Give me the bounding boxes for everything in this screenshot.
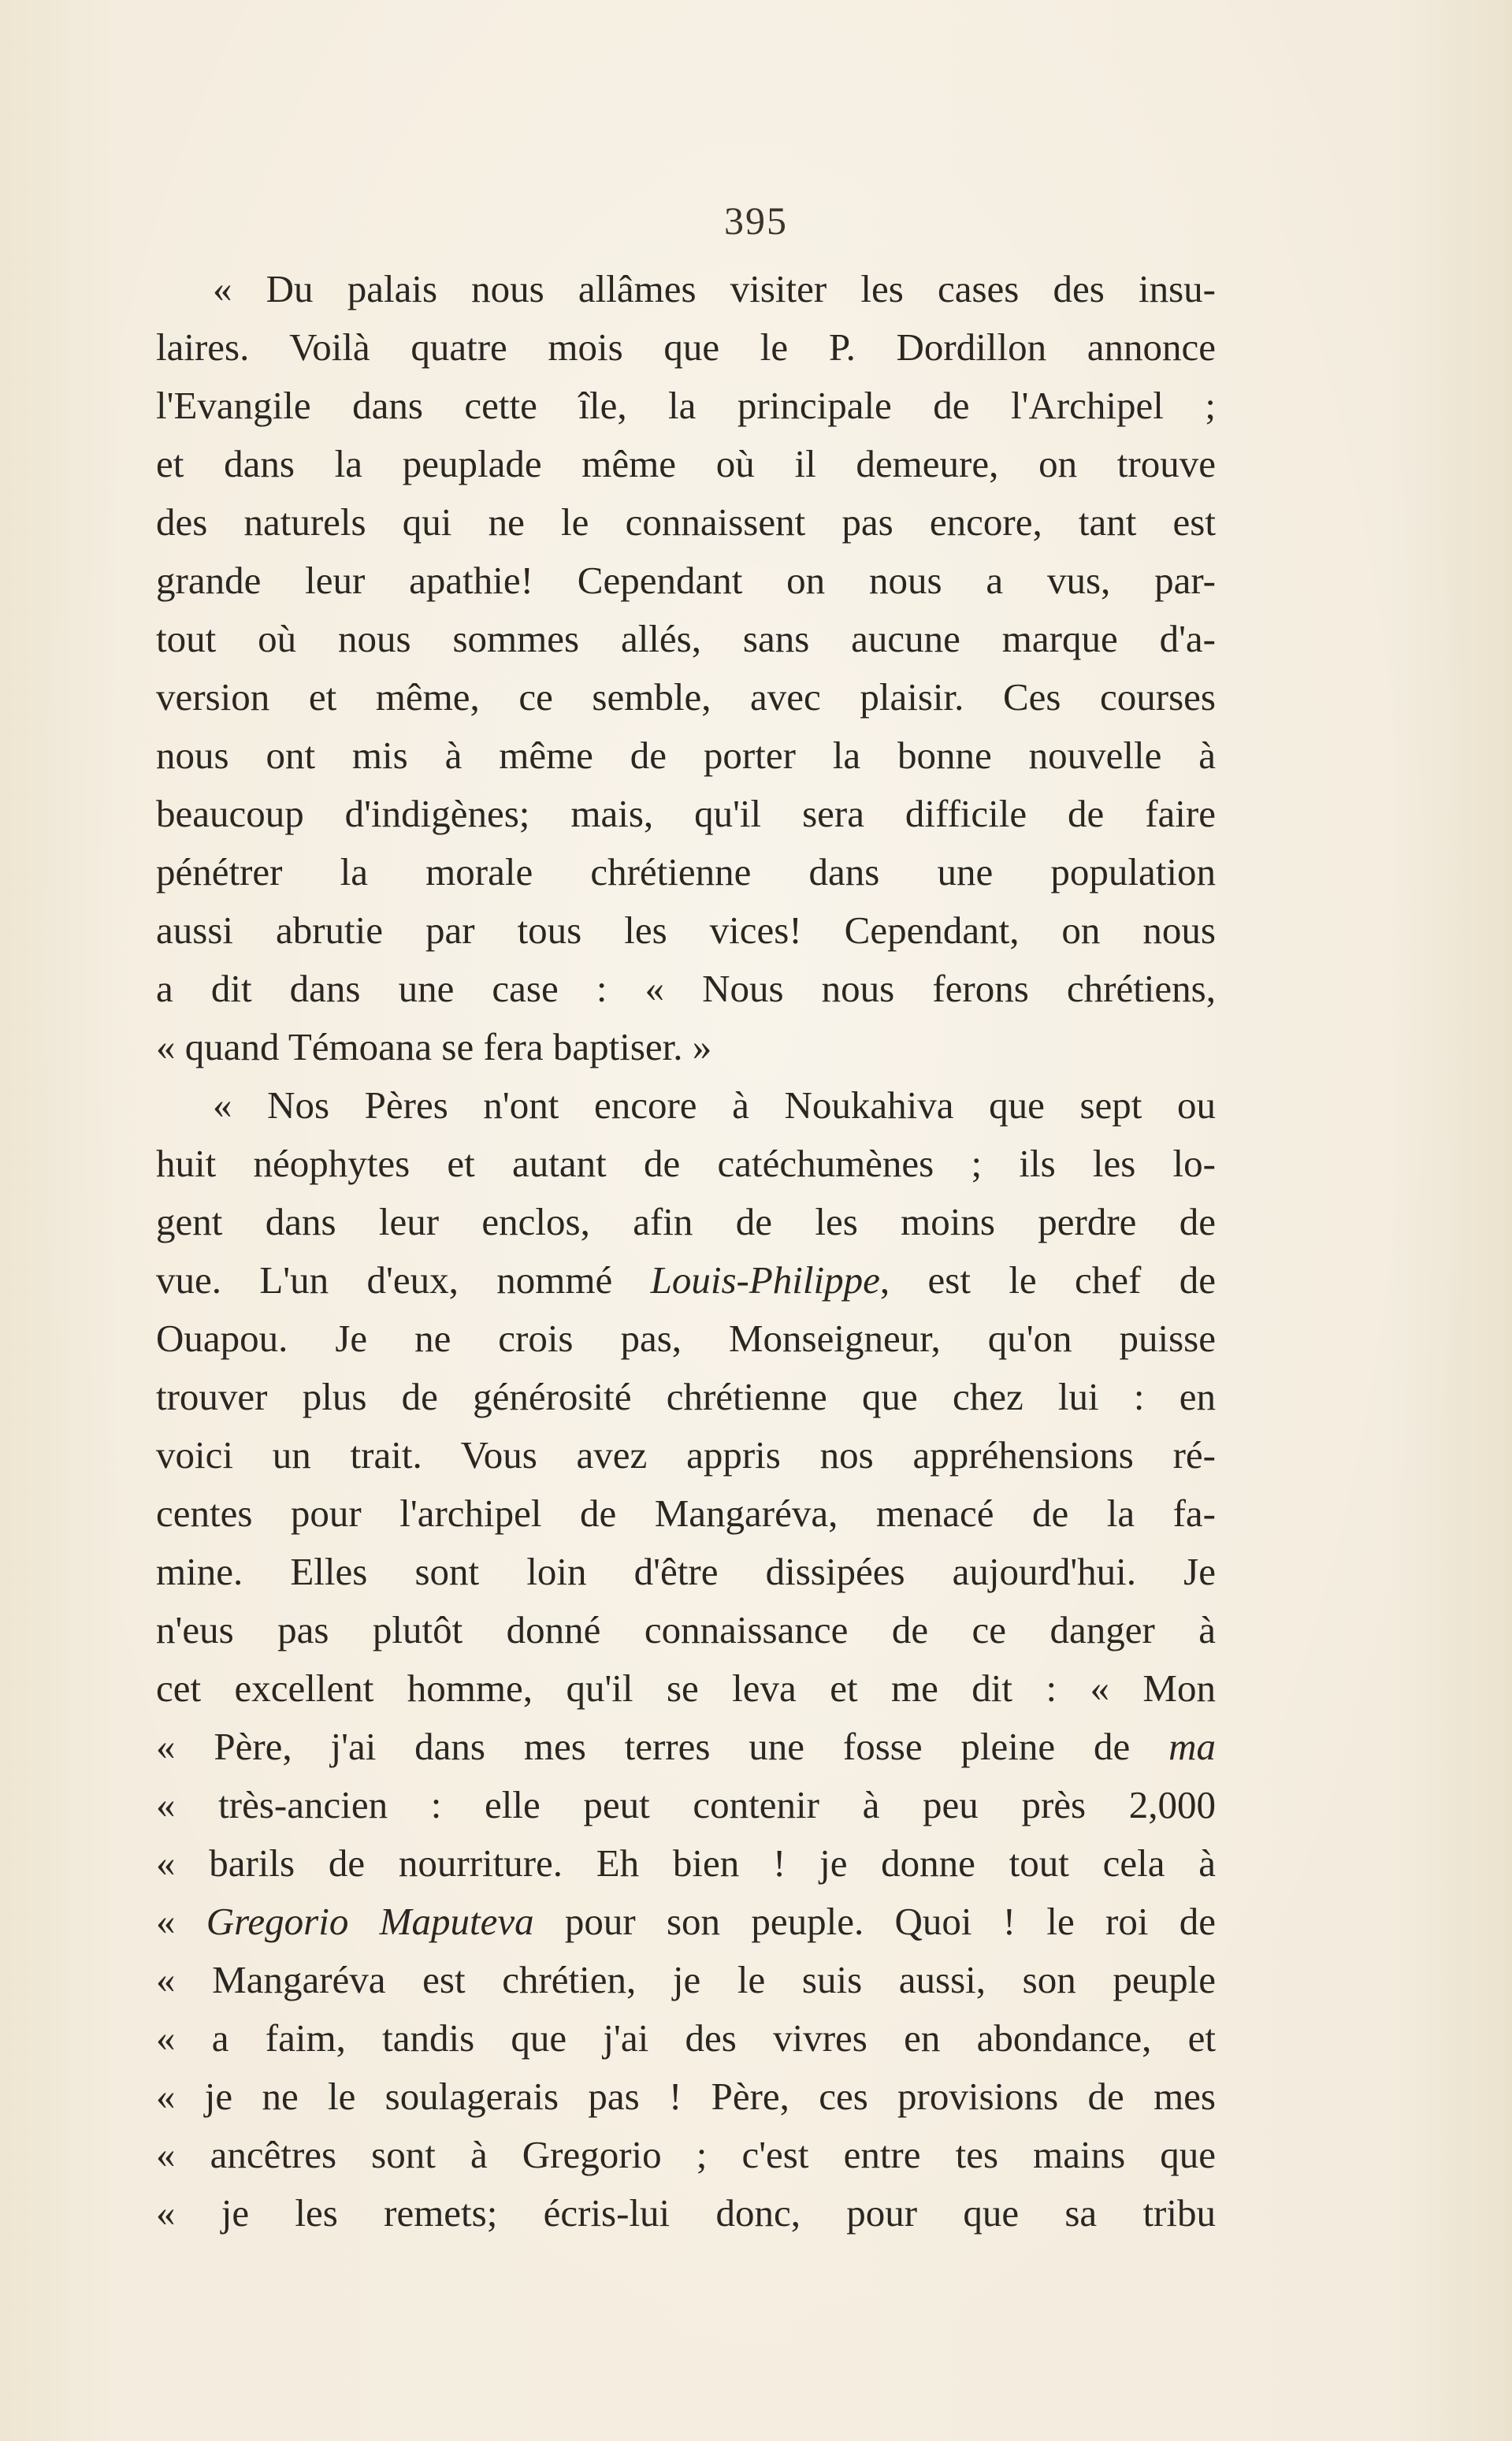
text-line: huit néophytes et autant de catéchumènes ; ils les lo- [156, 1142, 1216, 1185]
text-line: centes pour l'archipel de Mangaréva, menacé de la fa- [156, 1492, 1216, 1535]
paragraph [156, 260, 1216, 1076]
text-line: « Mangaréva est chrétien, je le suis aussi, son peuple [156, 1958, 1216, 2001]
text-line: « je les remets; écris-lui donc, pour que sa tribu [156, 2191, 1216, 2235]
text-segment: « [156, 1900, 206, 1943]
text-segment: pour son peuple. Quoi ! le roi de [533, 1900, 1216, 1943]
italic-name: Gregorio Maputeva [206, 1900, 534, 1943]
text-line: « très-ancien : elle peut contenir à peu près 2,000 [156, 1783, 1216, 1826]
text-line: cet excellent homme, qu'il se leva et me dit : « Mon [156, 1666, 1216, 1710]
text-line [156, 1718, 1216, 1776]
text-line: trouver plus de générosité chrétienne que chez lui : en [156, 1375, 1216, 1418]
paragraph [156, 1076, 1216, 2242]
text-line: « quand Témoana se fera baptiser. » [156, 1025, 712, 1068]
text-line: mine. Elles sont loin d'être dissipées aujourd'hui. Je [156, 1550, 1216, 1593]
italic-name: Louis-Philippe [650, 1258, 880, 1302]
text-line: a dit dans une case : « Nous nous ferons chrétiens, [156, 967, 1216, 1010]
text-line: gent dans leur enclos, afin de les moins perdre de [156, 1200, 1216, 1243]
text-line: « je ne le soulagerais pas ! Père, ces provisions de mes [156, 2075, 1216, 2118]
text-line: nous ont mis à même de porter la bonne nouvelle à [156, 734, 1216, 777]
text-line: beaucoup d'indigènes; mais, qu'il sera difficile de faire [156, 792, 1216, 835]
text-line [156, 1893, 1216, 1951]
text-segment: , est le chef de [879, 1258, 1216, 1302]
text-line: « barils de nourriture. Eh bien ! je donne tout cela à [156, 1841, 1216, 1885]
text-line: aussi abrutie par tous les vices! Cependant, on nous [156, 908, 1216, 952]
text-line: tout où nous sommes allés, sans aucune marque d'a- [156, 617, 1216, 660]
text-line: des naturels qui ne le connaissent pas encore, tant est [156, 500, 1216, 544]
page-number: 395 [724, 199, 788, 243]
text-line: version et même, ce semble, avec plaisir. Ces courses [156, 675, 1216, 719]
text-line: « a faim, tandis que j'ai des vivres en abondance, et [156, 2016, 1216, 2060]
italic-name: ma [1168, 1725, 1216, 1768]
text-line: voici un trait. Vous avez appris nos appréhensions ré- [156, 1433, 1216, 1477]
body-text [156, 260, 1216, 2242]
text-line: et dans la peuplade même où il demeure, on trouve [156, 442, 1216, 485]
text-segment: « Père, j'ai dans mes terres une fosse pleine de [156, 1725, 1169, 1768]
text-line: n'eus pas plutôt donné connaissance de ce danger à [156, 1608, 1216, 1651]
text-line: laires. Voilà quatre mois que le P. Dordillon annonce [156, 325, 1216, 369]
text-line: pénétrer la morale chrétienne dans une population [156, 850, 1216, 894]
text-line: « Nos Pères n'ont encore à Noukahiva que sept ou [213, 1083, 1216, 1127]
text-line: l'Evangile dans cette île, la principale de l'Archipel ; [156, 384, 1216, 427]
text-line: grande leur apathie! Cependant on nous a vus, par- [156, 559, 1216, 602]
text-segment: vue. L'un d'eux, nommé [156, 1258, 651, 1302]
text-line: « Du palais nous allâmes visiter les cases des insu- [213, 267, 1216, 310]
text-line: Ouapou. Je ne crois pas, Monseigneur, qu'on puisse [156, 1317, 1216, 1360]
text-line [156, 1251, 1216, 1310]
text-line: « ancêtres sont à Gregorio ; c'est entre tes mains que [156, 2133, 1216, 2176]
